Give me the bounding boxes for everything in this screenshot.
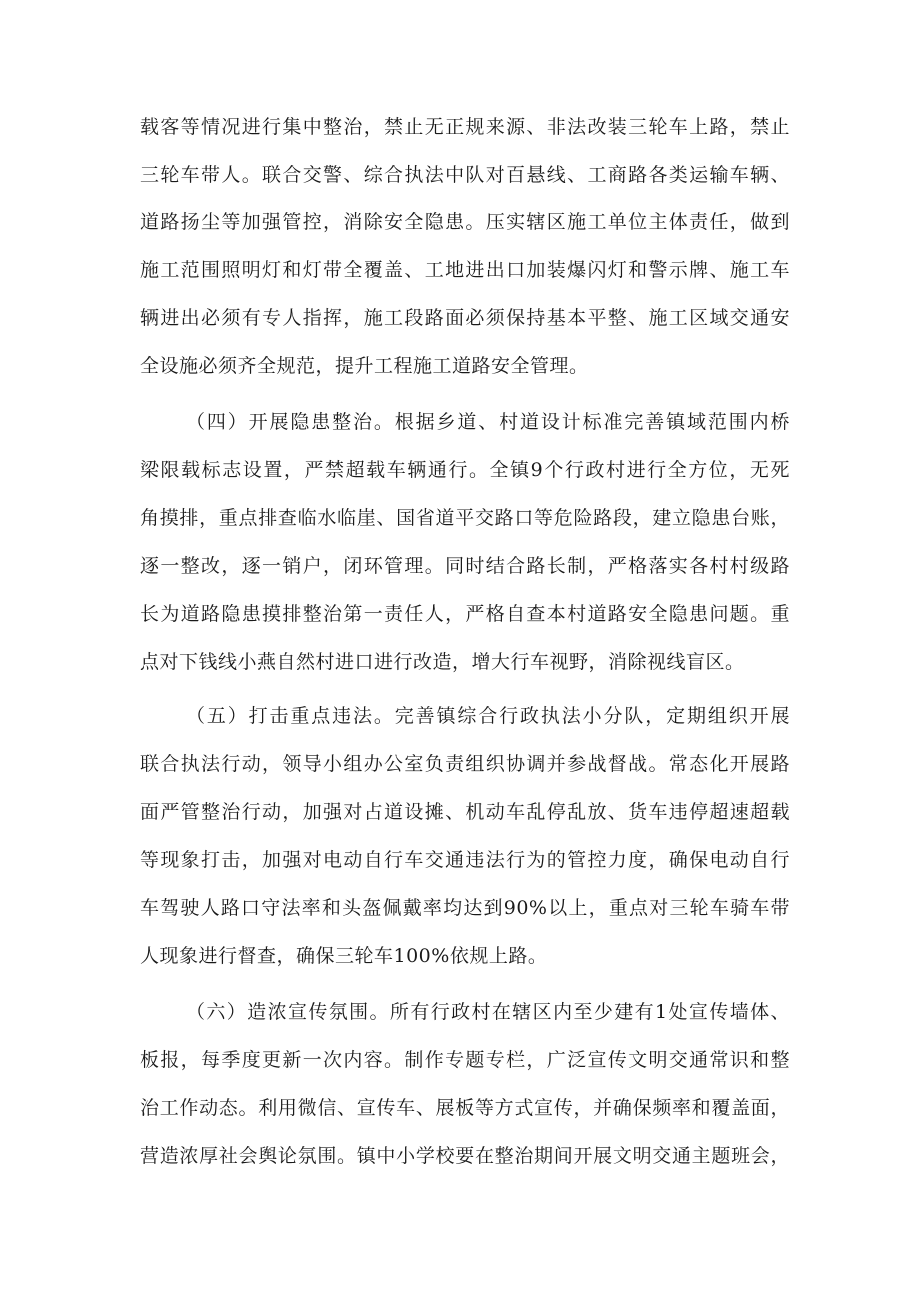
text-line: 联合执法行动，领导小组办公室负责组织协调并参战督战。常态化开展路 <box>140 753 790 775</box>
text-line: 载客等情况进行集中整治，禁止无正规来源、非法改装三轮车上路，禁止 <box>140 116 790 138</box>
text-line: 辆进出必须有专人指挥，施工段路面必须保持基本平整、施工区域交通安 <box>140 307 790 329</box>
text-line: 点对下钱线小燕自然村进口进行改造，增大行车视野，消除视线盲区。 <box>140 651 745 673</box>
text-line: 人现象进行督查，确保三轮车100%依规上路。 <box>140 945 548 967</box>
text-line: 营造浓厚社会舆论氛围。镇中小学校要在整治期间开展文明交通主题班会， <box>140 1145 790 1167</box>
text-line: 梁限载标志设置，严禁超载车辆通行。全镇9个行政村进行全方位，无死 <box>140 459 790 481</box>
text-line: 治工作动态。利用微信、宣传车、展板等方式宣传，并确保频率和覆盖面， <box>140 1097 790 1119</box>
section-heading-line: （六）造浓宣传氛围。所有行政村在辖区内至少建有1处宣传墙体、 <box>186 1001 790 1023</box>
text-line: 长为道路隐患摸排整治第一责任人，严格自查本村道路安全隐患问题。重 <box>140 603 790 625</box>
text-line: 全设施必须齐全规范，提升工程施工道路安全管理。 <box>140 355 589 377</box>
text-line: 道路扬尘等加强管控，消除安全隐患。压实辖区施工单位主体责任，做到 <box>140 211 790 233</box>
text-line: 角摸排，重点排查临水临崖、国省道平交路口等危险路段，建立隐患台账， <box>140 507 790 529</box>
text-line: 等现象打击，加强对电动自行车交通违法行为的管控力度，确保电动自行 <box>140 849 790 871</box>
text-line: 三轮车带人。联合交警、综合执法中队对百悬线、工商路各类运输车辆、 <box>140 164 790 186</box>
text-line: 板报，每季度更新一次内容。制作专题专栏，广泛宣传文明交通常识和整 <box>140 1049 790 1071</box>
text-line: 施工范围照明灯和灯带全覆盖、工地进出口加装爆闪灯和警示牌、施工车 <box>140 259 790 281</box>
text-line: 逐一整改，逐一销户，闭环管理。同时结合路长制，严格落实各村村级路 <box>140 555 790 577</box>
section-heading-line: （四）开展隐患整治。根据乡道、村道设计标准完善镇域范围内桥 <box>186 411 790 433</box>
section-heading-line: （五）打击重点违法。完善镇综合行政执法小分队，定期组织开展 <box>186 705 790 727</box>
text-line: 面严管整治行动，加强对占道设摊、机动车乱停乱放、货车违停超速超载 <box>140 801 790 823</box>
text-line: 车驾驶人路口守法率和头盔佩戴率均达到90%以上，重点对三轮车骑车带 <box>140 897 790 919</box>
